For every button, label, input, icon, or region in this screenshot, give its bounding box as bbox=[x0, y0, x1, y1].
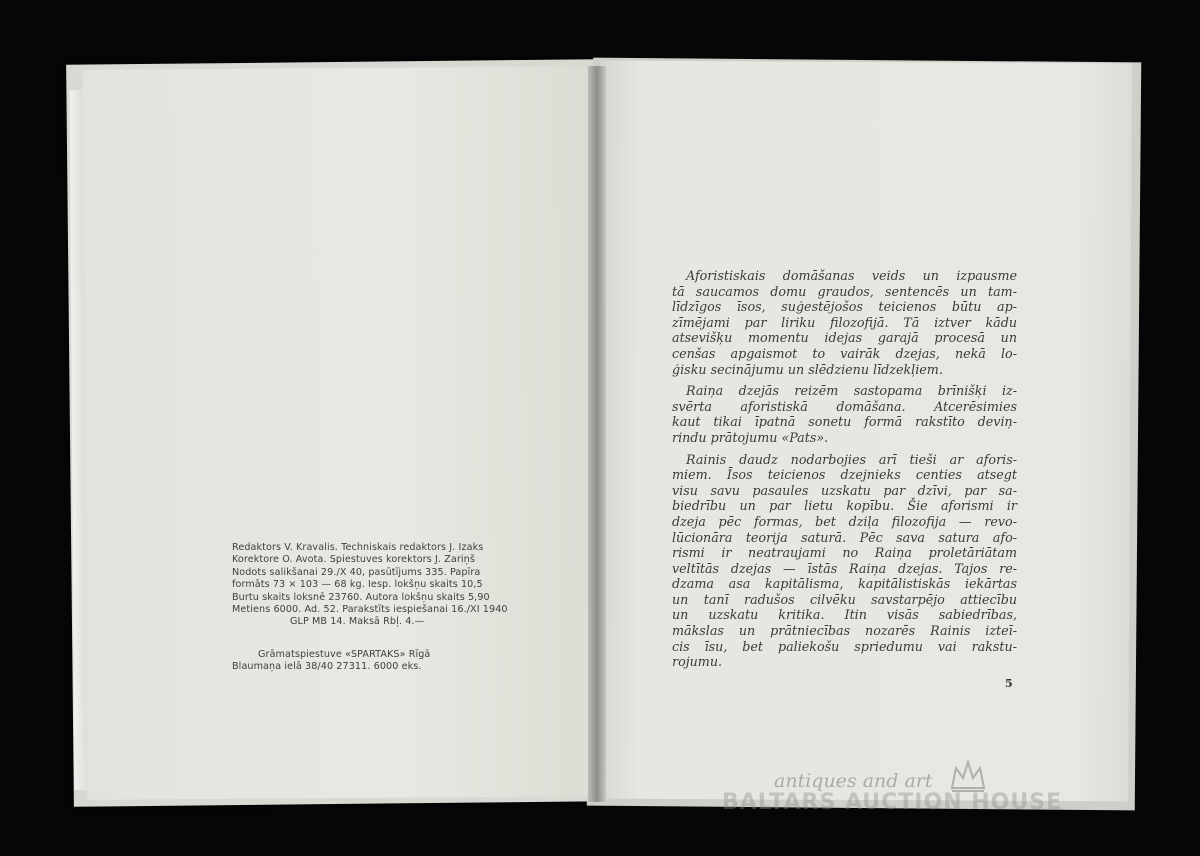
text-line: tā saucamos domu graudos, sentencēs un tam- bbox=[672, 283, 1017, 299]
text-line: dzama asa kapitālisma, kapitālistiskās iekārtas bbox=[672, 576, 1017, 592]
text-line: mākslas un prātniecības nozarēs Rainis izteī- bbox=[672, 623, 1017, 639]
text-line: veltītās dzejas — īstās Raiņa dzejas. Tajos re- bbox=[672, 560, 1017, 576]
text-line: zīmējami par liriku filozofijā. Tā iztver kādu bbox=[672, 314, 1017, 330]
text-line: svērta aforistiskā domāšana. Atcerēsimies bbox=[672, 398, 1017, 414]
paragraph-2 bbox=[672, 383, 1017, 445]
text-line: kaut tikai īpatnā sonetu formā rakstīto deviņ- bbox=[672, 414, 1017, 430]
imprint-line: Redaktors V. Kravalis. Techniskais redaktors J. Izaks bbox=[232, 542, 484, 553]
text-line: visu savu pasaules uzskatu par dzīvi, par sa- bbox=[672, 482, 1017, 498]
body-text bbox=[672, 268, 1017, 676]
imprint-line: Burtu skaits loksnē 23760. Autora lokšņu skaits 5,90 bbox=[232, 591, 490, 603]
page-number: 5 bbox=[1005, 677, 1013, 690]
paragraph-3 bbox=[672, 452, 1017, 670]
text-line: Raiņa dzejās reizēm sastopama brīnišķi iz- bbox=[686, 383, 1017, 399]
text-line: dzeja pēc formas, bet dziļa filozofija — revo- bbox=[672, 513, 1017, 529]
crown-icon bbox=[948, 758, 988, 794]
imprint-line: formāts 73 × 103 — 68 kg. Iesp. lokšņu skaits 10,5 bbox=[232, 579, 483, 591]
imprint-block bbox=[232, 542, 508, 674]
text-line: rismi ir neatraujami no Raiņa proletāriātam bbox=[672, 545, 1017, 561]
text-line: līdzīgos īsos, suģestējošos teicienos būtu ap- bbox=[672, 299, 1017, 315]
printer-line: Grāmatspiestuve «SPARTAKS» Rīgā bbox=[258, 648, 431, 660]
text-line: ģisku secinājumu un slēdzienu līdzekļiem. bbox=[672, 361, 943, 377]
text-line: lūcionāra teorija saturā. Pēc sava satura afo- bbox=[672, 529, 1017, 545]
book-gutter bbox=[588, 66, 606, 802]
text-line: un uzskatu kritika. Itin visās sabiedrības, bbox=[672, 607, 1017, 623]
text-line: miem. Īsos teicienos dzejnieks centies atsegt bbox=[672, 467, 1017, 483]
text-line: un tanī radušos cilvēku savstarpējo attiecību bbox=[672, 591, 1017, 607]
paragraph-1 bbox=[672, 268, 1017, 377]
printer-line: Blaumaņa ielā 38/40 27311. 6000 eks. bbox=[232, 661, 422, 673]
imprint-line: Korektore O. Avota. Spiestuves korektors J. Zariņš bbox=[232, 554, 475, 566]
imprint-line: Nodots salikšanai 29./X 40, pasūtījums 335. Papīra bbox=[232, 566, 481, 578]
watermark-tagline: antiques and art bbox=[774, 770, 933, 792]
left-page bbox=[82, 66, 599, 800]
imprint-line: Metiens 6000. Ad. 52. Parakstīts iespiešanai 16./XI 1940 bbox=[232, 604, 508, 616]
text-line: rojumu. bbox=[672, 654, 723, 670]
text-line: atsevišķu momentu idejas garajā procesā un bbox=[672, 330, 1017, 346]
text-line: Aforistiskais domāšanas veids un izpausme bbox=[686, 268, 1017, 283]
watermark-name: BALTARS AUCTION HOUSE bbox=[722, 790, 1063, 815]
text-line: cis īsu, bet paliekošu spriedumu vai rakstu- bbox=[672, 638, 1017, 654]
text-line: Rainis daudz nodarbojies arī tieši ar aforis- bbox=[686, 451, 1017, 467]
text-line: biedrību un par lietu kopību. Šie aforismi ir bbox=[672, 498, 1017, 514]
imprint-line: GLP MB 14. Maksā Rbļ. 4.— bbox=[290, 616, 425, 628]
text-line: cenšas apgaismot to vairāk dzejas, nekā lo- bbox=[672, 345, 1017, 361]
text-line: rindu prātojumu «Pats». bbox=[672, 429, 829, 445]
